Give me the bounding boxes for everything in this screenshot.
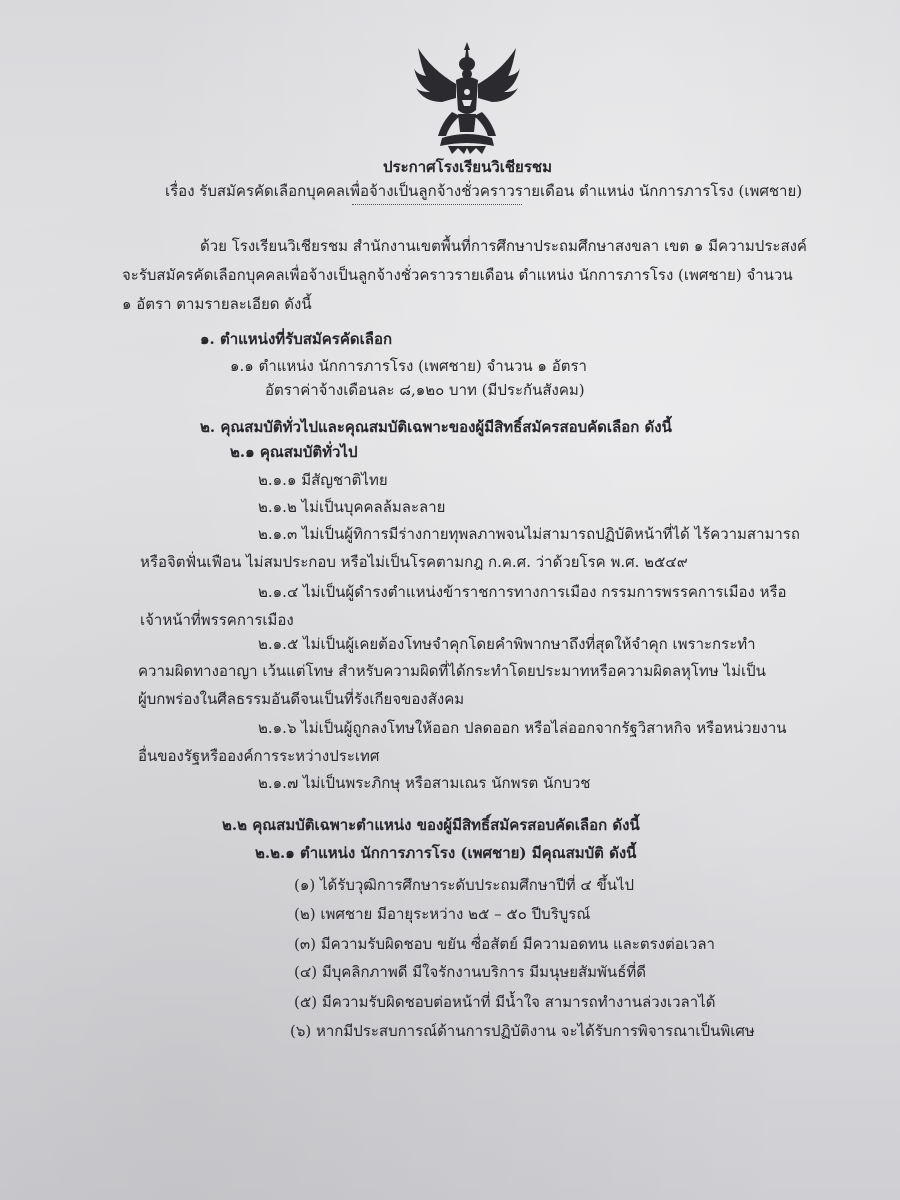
- specific-qualification-4: (๔) มีบุคลิกภาพดี มีใจรักงานบริการ มีมนุษยสัมพันธ์ที่ดี: [294, 963, 646, 981]
- qualification-2-1-7: ๒.๑.๗ ไม่เป็นพระภิกษุ หรือสามเณร นักพรต นักบวช: [258, 774, 591, 792]
- qualification-2-1-3-line-1: ๒.๑.๓ ไม่เป็นผู้ทิการมีร่างกายทุพลภาพจนไม่สามารถปฏิบัติหน้าที่ได้ ไร้ความสามารถ: [258, 525, 800, 543]
- qualification-2-1-2: ๒.๑.๒ ไม่เป็นบุคคลล้มละลาย: [258, 498, 446, 516]
- garuda-emblem-icon: [412, 40, 522, 155]
- subject-underline: [352, 204, 522, 205]
- intro-line-2: จะรับสมัครคัดเลือกบุคคลเพื่อจ้างเป็นลูกจ้างชั่วคราวรายเดือน ตำแหน่ง นักการภารโรง (เพศชาย) จำนวน: [122, 266, 793, 284]
- qualification-2-1-5-line-3: ผู้บกพร่องในศีลธรรมอันดีจนเป็นที่รังเกียจของสังคม: [138, 690, 465, 708]
- qualification-2-1-6-line-2: อื่นของรัฐหรือองค์การระหว่างประเทศ: [138, 747, 380, 765]
- qualification-2-1-4-line-1: ๒.๑.๔ ไม่เป็นผู้ดำรงตำแหน่งข้าราชการทางการเมือง กรรมการพรรคการเมือง หรือ: [258, 583, 787, 601]
- intro-line-1: ด้วย โรงเรียนวิเชียรชม สำนักงานเขตพื้นที่การศึกษาประถมศึกษาสงขลา เขต ๑ มีความประสงค์: [200, 237, 807, 255]
- qualification-2-1-6-line-1: ๒.๑.๖ ไม่เป็นผู้ถูกลงโทษให้ออก ปลดออก หรือไล่ออกจากรัฐวิสาหกิจ หรือหน่วยงาน: [258, 719, 787, 737]
- specific-qualification-3: (๓) มีความรับผิดชอบ ขยัน ซื่อสัตย์ มีความอดทน และตรงต่อเวลา: [294, 935, 715, 953]
- intro-line-3: ๑ อัตรา ตามรายละเอียด ดังนี้: [122, 295, 312, 313]
- section-2-heading: ๒. คุณสมบัติทั่วไปและคุณสมบัติเฉพาะของผู้มีสิทธิ์สมัครสอบคัดเลือก ดังนี้: [200, 418, 672, 436]
- qualification-2-1-3-line-2: หรือจิตฟั่นเฟือน ไม่สมประกอบ หรือไม่เป็นโรคตามกฎ ก.ค.ศ. ว่าด้วยโรค พ.ศ. ๒๕๔๙: [140, 553, 688, 571]
- specific-qualification-5: (๕) มีความรับผิดชอบต่อหน้าที่ มีน้ำใจ สามารถทำงานล่วงเวลาได้: [294, 993, 716, 1011]
- specific-qualification-1: (๑) ได้รับวุฒิการศึกษาระดับประถมศึกษาปีที่ ๔ ขึ้นไป: [294, 876, 635, 894]
- qualification-2-1-4-line-2: เจ้าหน้าที่พรรคการเมือง: [140, 611, 294, 629]
- section-1-item: ๑.๑ ตำแหน่ง นักการภารโรง (เพศชาย) จำนวน ๑ อัตรา: [230, 357, 587, 375]
- section-2-2-1-heading: ๒.๒.๑ ตำแหน่ง นักการภารโรง (เพศชาย) มีคุณสมบัติ ดังนี้: [255, 844, 637, 862]
- section-2-1-heading: ๒.๑ คุณสมบัติทั่วไป: [230, 443, 358, 461]
- qualification-2-1-1: ๒.๑.๑ มีสัญชาติไทย: [258, 471, 388, 489]
- section-1-salary: อัตราค่าจ้างเดือนละ ๘,๑๒๐ บาท (มีประกันสังคม): [265, 381, 585, 399]
- specific-qualification-2: (๒) เพศชาย มีอายุระหว่าง ๒๕ – ๕๐ ปีบริบูรณ์: [294, 905, 591, 923]
- qualification-2-1-5-line-2: ความผิดทางอาญา เว้นแต่โทษ สำหรับความผิดที่ได้กระทำโดยประมาทหรือความผิดลหุโทษ ไม่เป็น: [138, 662, 766, 680]
- qualification-2-1-5-line-1: ๒.๑.๕ ไม่เป็นผู้เคยต้องโทษจำคุกโดยคำพิพากษาถึงที่สุดให้จำคุก เพราะกระทำ: [258, 635, 756, 653]
- section-1-heading: ๑. ตำแหน่งที่รับสมัครคัดเลือก: [200, 330, 393, 348]
- announcement-title: ประกาศโรงเรียนวิเชียรชม: [383, 158, 552, 176]
- announcement-subject: เรื่อง รับสมัครคัดเลือกบุคคลเพื่อจ้างเป็นลูกจ้างชั่วคราวรายเดือน ตำแหน่ง นักการภารโรง (เพศชาย): [165, 182, 803, 200]
- specific-qualification-6: (๖) หากมีประสบการณ์ด้านการปฏิบัติงาน จะได้รับการพิจารณาเป็นพิเศษ: [290, 1022, 755, 1040]
- section-2-2-heading: ๒.๒ คุณสมบัติเฉพาะตำแหน่ง ของผู้มีสิทธิ์สมัครสอบคัดเลือก ดังนี้: [222, 816, 640, 834]
